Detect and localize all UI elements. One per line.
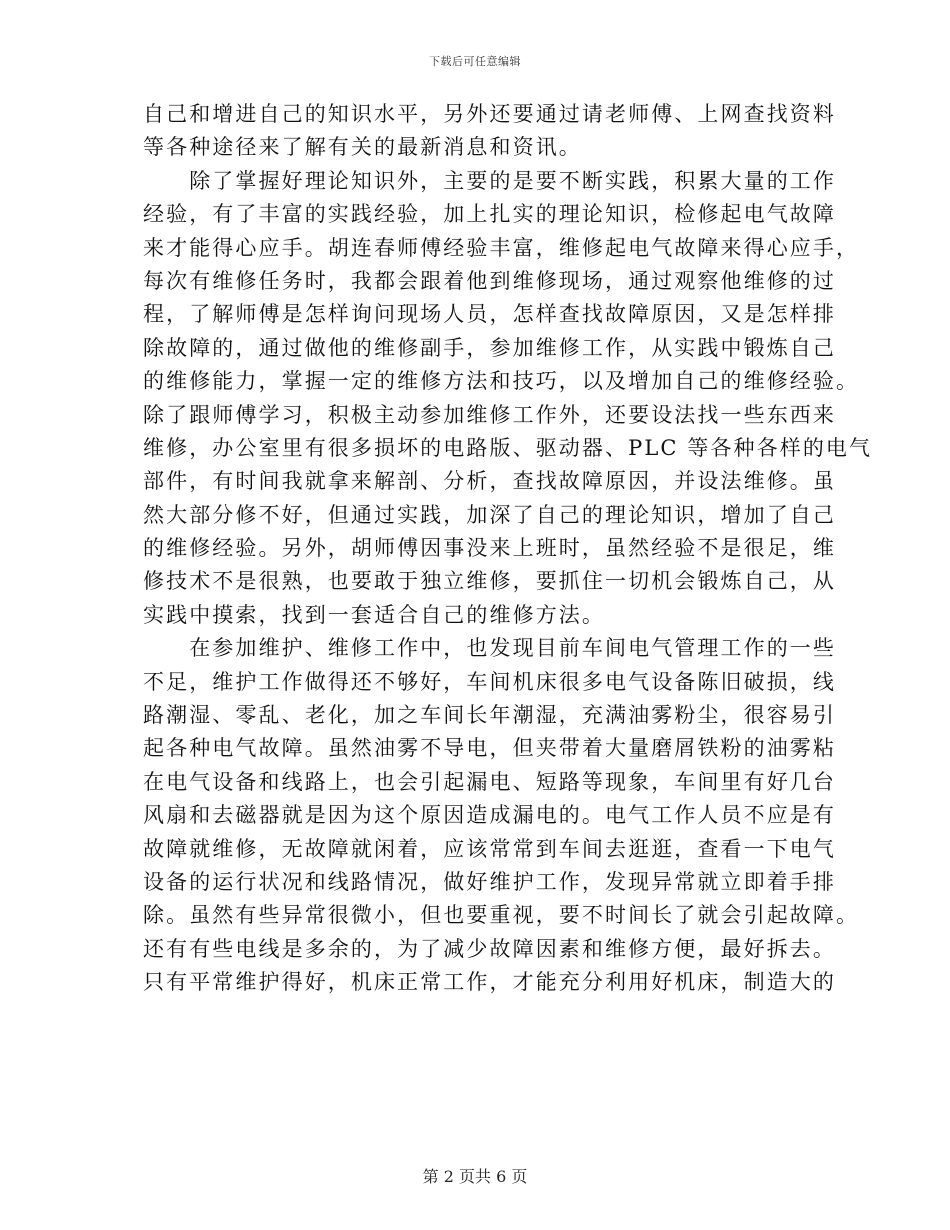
body-line: 在参加维护、维修工作中，也发现目前车间电气管理工作的一些 — [143, 636, 836, 661]
body-line: 实践中摸索，找到一套适合自己的维修方法。 — [143, 602, 605, 627]
page-number-footer: 第 2 页共 6 页 — [422, 1167, 528, 1186]
body-line: 经验，有了丰富的实践经验，加上扎实的理论知识，检修起电气故障 — [143, 202, 836, 227]
body-line: 部件，有时间我就拿来解剖、分析，查找故障原因，并设法维修。虽 — [143, 469, 836, 494]
document-body — [143, 98, 873, 1000]
body-line: 自己和增进自己的知识水平，另外还要通过请老师傅、上网查找资料 — [143, 102, 836, 126]
body-line: 维修，办公室里有很多损坏的电路版、驱动器、PLC 等各种各样的电气 — [143, 435, 873, 460]
body-line: 修技术不是很熟，也要敢于独立维修，要抓住一切机会锻炼自己，从 — [143, 569, 836, 594]
body-line: 除。虽然有些异常很微小，但也要重视，要不时间长了就会引起故障。 — [143, 903, 860, 928]
body-line: 等各种途径来了解有关的最新消息和资讯。 — [143, 135, 582, 160]
body-line: 来才能得心应手。胡连春师傅经验丰富，维修起电气故障来得心应手， — [143, 235, 860, 260]
body-line: 还有有些电线是多余的，为了减少故障因素和维修方便，最好拆去。 — [143, 936, 836, 961]
body-line: 除故障的，通过做他的维修副手，参加维修工作，从实践中锻炼自己 — [143, 335, 836, 360]
body-line: 除了掌握好理论知识外，主要的是要不断实践，积累大量的工作 — [143, 168, 836, 193]
body-line: 的维修经验。另外，胡师傅因事没来上班时，虽然经验不是很足，维 — [143, 536, 836, 561]
body-line: 除了跟师傅学习，积极主动参加维修工作外，还要设法找一些东西来 — [143, 402, 836, 427]
body-line: 每次有维修任务时，我都会跟着他到维修现场，通过观察他维修的过 — [143, 268, 836, 293]
body-line: 程，了解师傅是怎样询问现场人员，怎样查找故障原因，又是怎样排 — [143, 302, 836, 327]
body-line: 路潮湿、零乱、老化，加之车间长年潮湿，充满油雾粉尘，很容易引 — [143, 703, 836, 728]
body-line: 起各种电气故障。虽然油雾不导电，但夹带着大量磨屑铁粉的油雾粘 — [143, 736, 836, 761]
body-line: 在电气设备和线路上，也会引起漏电、短路等现象，车间里有好几台 — [143, 769, 836, 794]
body-line: 设备的运行状况和线路情况，做好维护工作，发现异常就立即着手排 — [143, 869, 836, 894]
page-header-note: 下载后可任意编辑 — [429, 55, 521, 68]
body-line: 风扇和去磁器就是因为这个原因造成漏电的。电气工作人员不应是有 — [143, 803, 836, 828]
body-line: 然大部分修不好，但通过实践，加深了自己的理论知识，增加了自己 — [143, 502, 836, 527]
body-line: 的维修能力，掌握一定的维修方法和技巧，以及增加自己的维修经验。 — [143, 369, 860, 394]
body-line: 只有平常维护得好，机床正常工作，才能充分利用好机床，制造大的 — [143, 970, 836, 995]
body-line: 故障就维修，无故障就闲着，应该常常到车间去逛逛，查看一下电气 — [143, 836, 836, 861]
body-line: 不足，维护工作做得还不够好，车间机床很多电气设备陈旧破损，线 — [143, 669, 836, 694]
